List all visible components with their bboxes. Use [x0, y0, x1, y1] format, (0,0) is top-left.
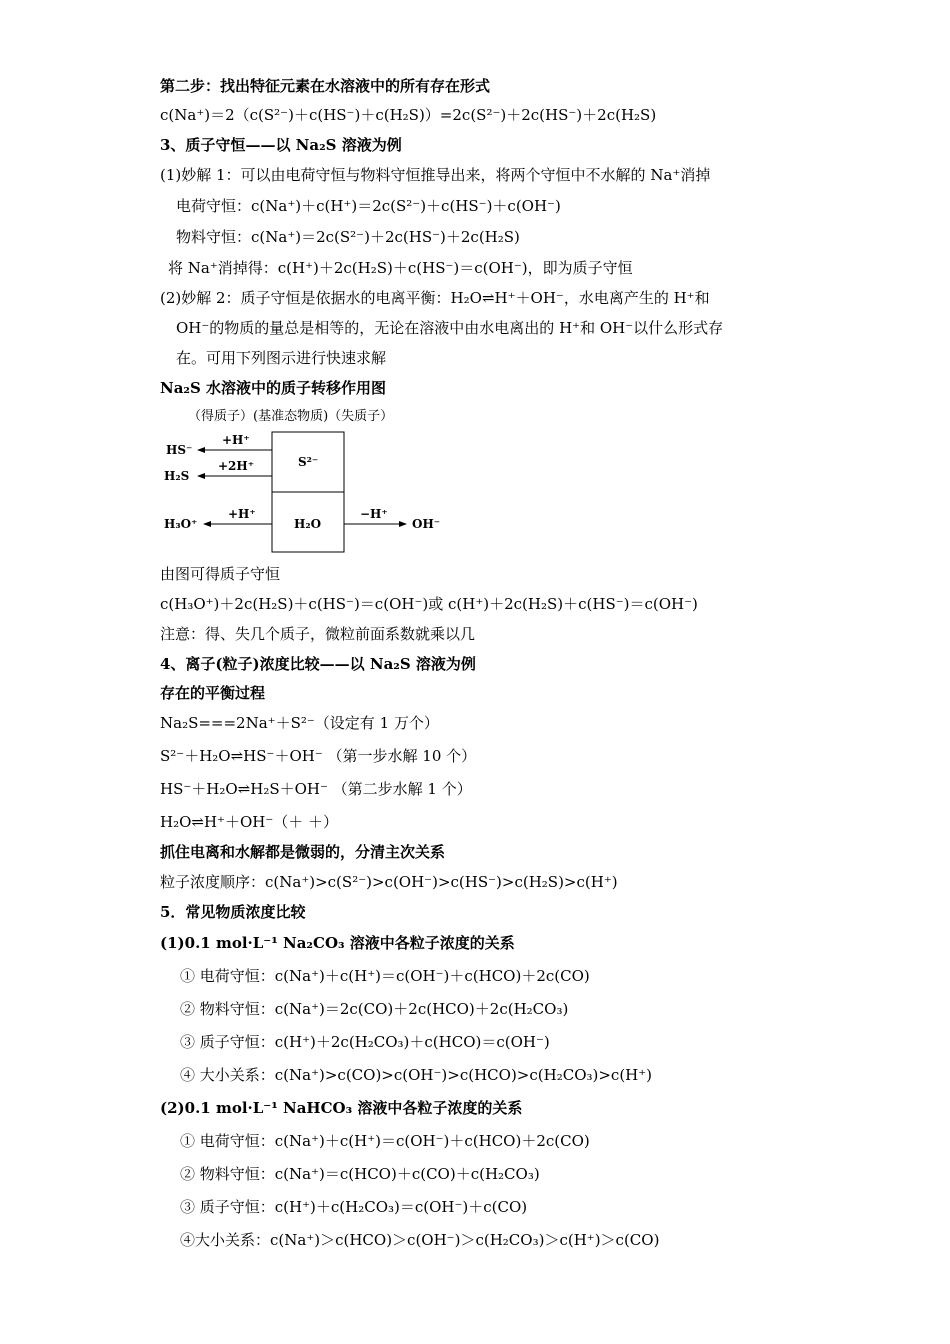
- plus-h-label-2: +H⁺: [228, 507, 256, 521]
- proton-transfer-diagram: [160, 404, 460, 564]
- nahco3-order: ④大小关系：c(Na⁺)＞c(HCO)＞c(OH⁻)＞c(H₂CO₃)＞c(H⁺)＞c(CO): [180, 1231, 660, 1249]
- minus-h-label: −H⁺: [360, 507, 388, 521]
- na2co3-heading: (1)0.1 mol·L⁻¹ Na₂CO₃ 溶液中各粒子浓度的关系: [160, 934, 515, 952]
- proton-balance-equation: c(H₃O⁺)＋2c(H₂S)＋c(HS⁻)＝c(OH⁻)或 c(H⁺)＋2c(H₂S)＋c(HS⁻)＝c(OH⁻): [160, 595, 698, 613]
- method-2-text-cont: OH⁻的物质的量总是相等的，无论在溶液中由水电离出的 H⁺和 OH⁻以什么形式存: [176, 319, 724, 337]
- material-balance-equation: c(Na⁺)＝2（c(S²⁻)＋c(HS⁻)＋c(H₂S)）=2c(S²⁻)＋2c(HS⁻)＋2c(H₂S): [160, 106, 657, 124]
- nahco3-heading: (2)0.1 mol·L⁻¹ NaHCO₃ 溶液中各粒子浓度的关系: [160, 1099, 523, 1117]
- h2s-label: H₂S: [164, 469, 190, 483]
- diagram-header: （得质子）(基准态物质)（失质子）: [188, 409, 394, 424]
- diagram-title: Na₂S 水溶液中的质子转移作用图: [160, 379, 387, 397]
- section-3-heading: 3、质子守恒——以 Na₂S 溶液为例: [160, 136, 402, 154]
- material-balance-line: 物料守恒：c(Na⁺)＝2c(S²⁻)＋2c(HS⁻)＋2c(H₂S): [176, 228, 520, 246]
- nahco3-material: ② 物料守恒：c(Na⁺)＝c(HCO)＋c(CO)＋c(H₂CO₃): [180, 1165, 540, 1183]
- hs-label: HS⁻: [166, 443, 193, 457]
- equilibria-heading: 存在的平衡过程: [160, 684, 266, 702]
- concentration-order: 粒子浓度顺序：c(Na⁺)>c(S²⁻)>c(OH⁻)>c(HS⁻)>c(H₂S)>c(H⁺): [160, 873, 618, 891]
- h3o-label: H₃O⁺: [164, 517, 198, 531]
- s2-label: S²⁻: [298, 455, 319, 469]
- na2co3-proton: ③ 质子守恒：c(H⁺)＋2c(H₂CO₃)＋c(HCO)＝c(OH⁻): [180, 1033, 550, 1051]
- dissociation-equation: Na₂S===2Na⁺＋S²⁻（设定有 1 万个）: [160, 714, 439, 732]
- method-2-text: (2)妙解 2：质子守恒是依据水的电离平衡：H₂O⇌H⁺＋OH⁻，水电离产生的 H⁺和: [160, 289, 710, 307]
- na2co3-order: ④ 大小关系：c(Na⁺)>c(CO)>c(OH⁻)>c(HCO)>c(H₂CO₃)>c(H⁺): [180, 1066, 653, 1084]
- second-hydrolysis: HS⁻＋H₂O⇌H₂S＋OH⁻ （第二步水解 1 个）: [160, 780, 472, 798]
- na2co3-material: ② 物料守恒：c(Na⁺)＝2c(CO)＋2c(HCO)＋2c(H₂CO₃): [180, 1000, 569, 1018]
- charge-balance-line: 电荷守恒：c(Na⁺)＋c(H⁺)＝2c(S²⁻)＋c(HS⁻)＋c(OH⁻): [176, 197, 561, 215]
- principle-line: 抓住电离和水解都是微弱的，分清主次关系: [160, 843, 446, 861]
- nahco3-proton: ③ 质子守恒：c(H⁺)＋c(H₂CO₃)＝c(OH⁻)＋c(CO): [180, 1198, 528, 1216]
- h2o-label: H₂O: [294, 517, 322, 531]
- water-ionization: H₂O⇌H⁺＋OH⁻（＋ ＋）: [160, 813, 339, 831]
- method-1-text: (1)妙解 1：可以由电荷守恒与物料守恒推导出来，将两个守恒中不水解的 Na⁺消掉: [160, 166, 711, 184]
- note-line: 注意：得、失几个质子，微粒前面系数就乘以几: [160, 625, 476, 643]
- oh-label: OH⁻: [412, 517, 441, 531]
- section-5-heading: 5．常见物质浓度比较: [160, 903, 306, 921]
- method-2-text-end: 在。可用下列图示进行快速求解: [176, 349, 387, 367]
- plus-h-label-1: +H⁺: [222, 433, 250, 447]
- section-4-heading: 4、离子(粒子)浓度比较——以 Na₂S 溶液为例: [160, 655, 476, 673]
- nahco3-charge: ① 电荷守恒：c(Na⁺)＋c(H⁺)＝c(OH⁻)＋c(HCO)＋2c(CO): [180, 1132, 590, 1150]
- plus-2h-label: +2H⁺: [218, 459, 255, 473]
- step-two-heading: 第二步：找出特征元素在水溶液中的所有存在形式: [160, 77, 491, 95]
- from-diagram-text: 由图可得质子守恒: [160, 565, 281, 583]
- na2co3-charge: ① 电荷守恒：c(Na⁺)＋c(H⁺)＝c(OH⁻)＋c(HCO)＋2c(CO): [180, 967, 590, 985]
- eliminate-na-line: 将 Na⁺消掉得：c(H⁺)＋2c(H₂S)＋c(HS⁻)＝c(OH⁻)，即为质子守恒: [168, 259, 633, 277]
- first-hydrolysis: S²⁻＋H₂O⇌HS⁻＋OH⁻ （第一步水解 10 个）: [160, 747, 477, 765]
